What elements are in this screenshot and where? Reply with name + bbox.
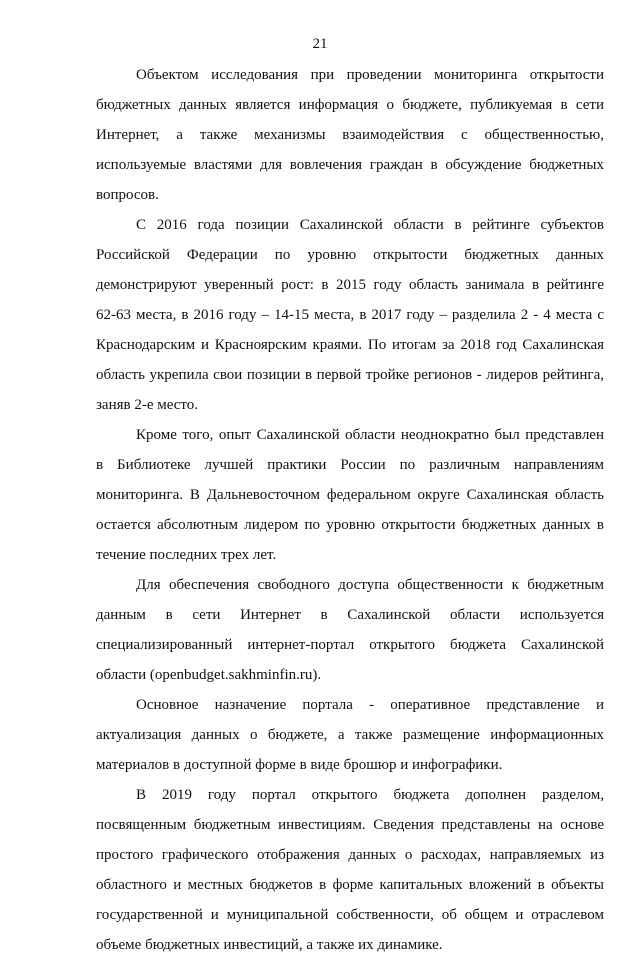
text-line: специализированный интернет-портал открытого бюджета Сахалинской: [96, 637, 604, 653]
text-line: в Библиотеке лучшей практики России по различным направлениям: [96, 457, 604, 473]
text-line: течение последних трех лет.: [96, 547, 277, 563]
paragraph-portal-purpose: [96, 690, 604, 780]
text-line: объеме бюджетных инвестиций, а также их динамике.: [96, 937, 443, 953]
text-line: С 2016 года позиции Сахалинской области в рейтинге субъектов: [136, 217, 604, 233]
text-line: Российской Федерации по уровню открытости бюджетных данных: [96, 247, 604, 263]
text-line: области (openbudget.sakhminfin.ru).: [96, 667, 322, 683]
text-line: Интернет, а также механизмы взаимодействия с общественностью,: [96, 127, 604, 143]
text-line: бюджетных данных является информация о бюджете, публикуемая в сети: [96, 97, 604, 113]
text-line: материалов в доступной форме в виде брошюр и инфографики.: [96, 757, 503, 773]
text-line: вопросов.: [96, 187, 159, 203]
document-body: [96, 60, 604, 960]
text-line: демонстрируют уверенный рост: в 2015 году область занимала в рейтинге: [96, 277, 604, 293]
text-line: 62-63 места, в 2016 году – 14-15 места, в 2017 году – разделила 2 - 4 места с: [96, 307, 604, 323]
text-line: государственной и муниципальной собственности, об общем и отраслевом: [96, 907, 604, 923]
text-line: областного и местных бюджетов в форме капитальных вложений в объекты: [96, 877, 604, 893]
text-line: заняв 2-е место.: [96, 397, 199, 413]
text-line: Для обеспечения свободного доступа общественности к бюджетным: [136, 577, 604, 593]
paragraph-rating-growth: [96, 210, 604, 420]
text-line: остается абсолютным лидером по уровню открытости бюджетных данных в: [96, 517, 604, 533]
text-line: мониторинга. В Дальневосточном федеральном округе Сахалинская область: [96, 487, 604, 503]
text-line: данным в сети Интернет в Сахалинской области используется: [96, 607, 604, 623]
paragraph-investments-section: [96, 780, 604, 960]
text-line: область укрепила свои позиции в первой тройке регионов - лидеров рейтинга,: [96, 367, 604, 383]
text-line: Кроме того, опыт Сахалинской области неоднократно был представлен: [136, 427, 604, 443]
paragraph-portal-access: [96, 570, 604, 690]
text-line: посвященным бюджетным инвестициям. Сведения представлены на основе: [96, 817, 604, 833]
text-line: Объектом исследования при проведении мониторинга открытости: [136, 67, 604, 83]
page-number: 21: [312, 36, 328, 52]
paragraph-best-practice: [96, 420, 604, 570]
paragraph-monitoring-object: [96, 60, 604, 210]
text-line: Краснодарским и Красноярским краями. По итогам за 2018 год Сахалинская: [96, 337, 604, 353]
text-line: Основное назначение портала - оперативное представление и: [136, 697, 604, 713]
text-line: актуализация данных о бюджете, а также размещение информационных: [96, 727, 604, 743]
text-line: используемые властями для вовлечения граждан в обсуждение бюджетных: [96, 157, 604, 173]
text-line: простого графического отображения данных о расходах, направляемых из: [96, 847, 604, 863]
text-line: В 2019 году портал открытого бюджета дополнен разделом,: [136, 787, 604, 803]
